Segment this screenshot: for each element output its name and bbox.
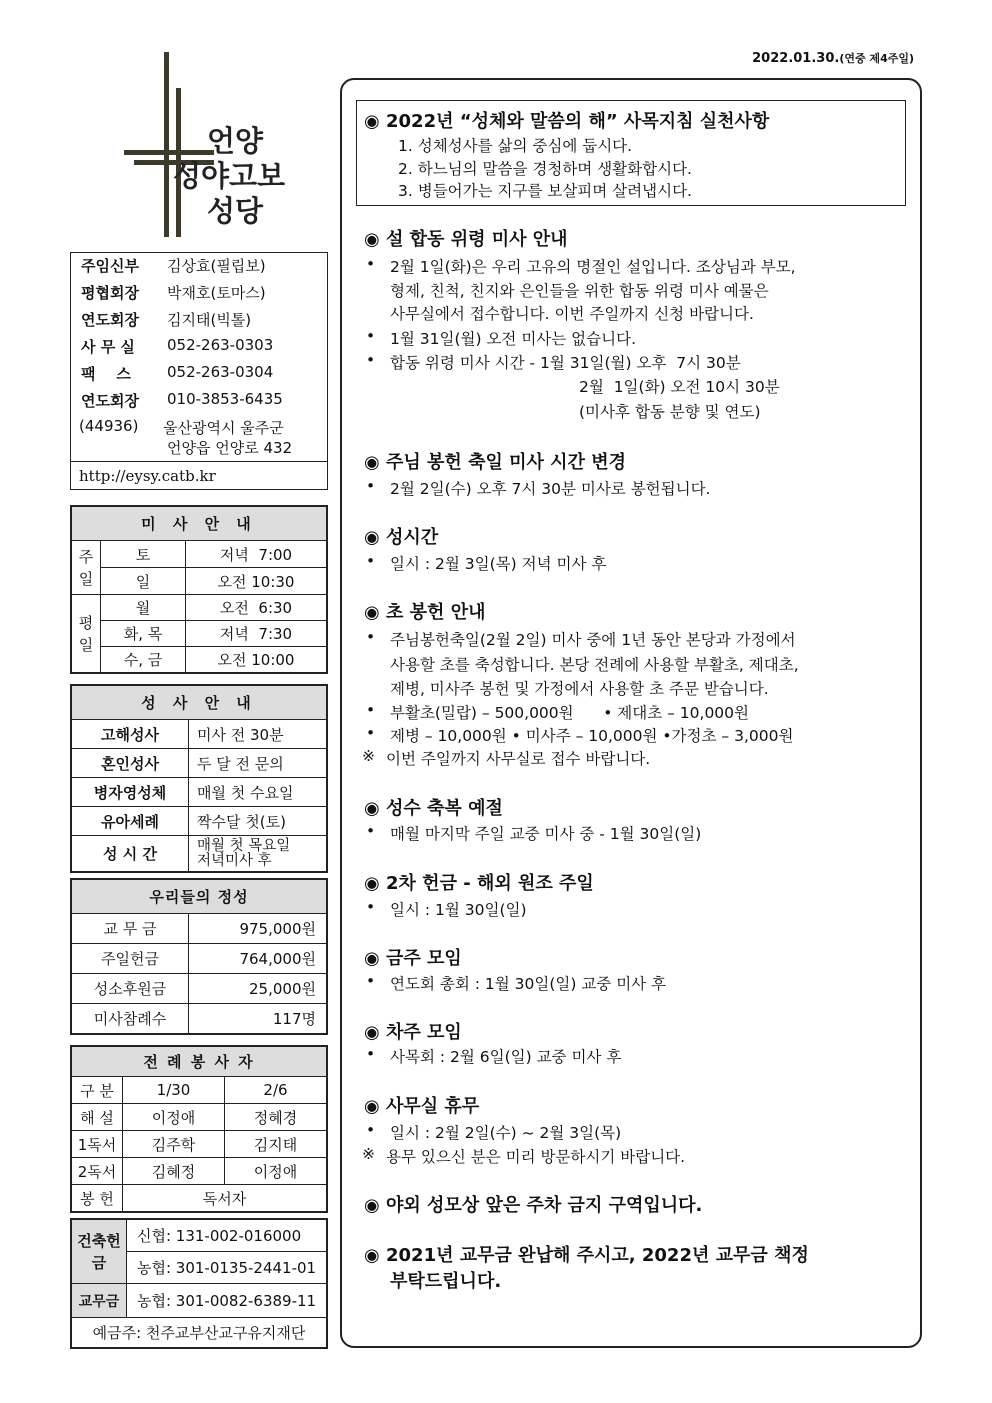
- info-key: 팩 스: [81, 365, 131, 383]
- section-title: [364, 448, 626, 474]
- account-holder: 예금주: 천주교부산교구유지재단: [72, 1318, 327, 1348]
- target-icon: ◉: [364, 1195, 380, 1216]
- sacrament-name: 고해성사: [72, 720, 189, 749]
- sacrament-value: 짝수달 첫(토): [189, 807, 327, 836]
- notice-line: 이번 주일까지 사무실로 접수 바랍니다.: [386, 750, 651, 768]
- mass-day: 토: [101, 541, 186, 568]
- info-value: 052-263-0304: [167, 363, 274, 381]
- section-title: [364, 598, 485, 624]
- notice-line: (미사후 합동 분향 및 연도): [579, 403, 761, 421]
- section-title-text: 부탁드립니다.: [390, 1271, 502, 1292]
- offering-name: 교 무 금: [72, 914, 189, 944]
- mass-schedule-box: [70, 505, 328, 674]
- server-role: 봉 헌: [72, 1185, 123, 1212]
- section-title-text: 주님 봉헌 축일 미사 시간 변경: [386, 452, 626, 473]
- sacrament-value: 미사 전 30분: [189, 720, 327, 749]
- section-title: [364, 1241, 809, 1267]
- sacrament-name: 유아세례: [72, 807, 189, 836]
- notice-line: 형제, 친척, 친지와 은인들을 위한 합동 위령 미사 예물은: [390, 282, 769, 300]
- target-icon: ◉: [364, 452, 380, 473]
- note-icon: ※: [362, 747, 375, 765]
- guideline-item: 2. 하느님의 말씀을 경청하며 생활화합시다.: [398, 160, 692, 178]
- accounts-box: [70, 1218, 328, 1349]
- bullet-icon: •: [366, 327, 376, 345]
- mass-day: 월: [101, 595, 186, 621]
- info-key: 사 무 실: [81, 338, 135, 356]
- section-title-text: 성수 축복 예절: [386, 798, 503, 819]
- mass-time: 오전 10:30: [186, 568, 327, 595]
- target-icon: ◉: [364, 602, 380, 623]
- server-name: 김혜정: [123, 1158, 225, 1185]
- date-text: 2022.01.30.: [752, 51, 840, 66]
- mass-day: 수, 금: [101, 647, 186, 673]
- notice-line: 용무 있으신 분은 미리 방문하시기 바랍니다.: [386, 1148, 686, 1166]
- mass-day: 일: [101, 568, 186, 595]
- mass-time: 오전 6:30: [186, 595, 327, 621]
- sacrament-box: [70, 684, 328, 873]
- section-title-text: 초 봉헌 안내: [386, 602, 486, 623]
- target-icon: ◉: [364, 798, 380, 819]
- offering-value: 117명: [189, 1004, 327, 1034]
- info-row: [71, 309, 327, 336]
- notice-line: 2월 1일(화) 오전 10시 30분: [579, 378, 780, 396]
- bullet-icon: •: [366, 701, 376, 719]
- target-icon: ◉: [364, 873, 380, 894]
- info-key: 주임신부: [81, 257, 139, 275]
- notice-line: 연도회 총회 : 1월 30일(일) 교중 미사 후: [390, 975, 667, 993]
- sacrament-value-line: 저녁미사 후: [197, 852, 272, 869]
- target-icon: ◉: [364, 527, 380, 548]
- sunday-label: 주일: [72, 541, 101, 595]
- section-title-text: 2022년 “성체와 말씀의 해” 사목지침 실천사항: [386, 111, 770, 132]
- offering-value: 764,000원: [189, 944, 327, 974]
- address-line: 울산광역시 울주군: [163, 419, 284, 437]
- server-role: 해 설: [72, 1104, 123, 1131]
- guideline-item: 3. 병들어가는 지구를 보살피며 살려냅시다.: [398, 182, 692, 200]
- info-value: 010-3853-6435: [167, 390, 283, 408]
- info-key: 평협회장: [81, 284, 139, 302]
- bullet-icon: •: [366, 1045, 376, 1063]
- servers-head: 구 분: [72, 1077, 123, 1104]
- section-title: [364, 794, 503, 820]
- logo-line: 성야고보: [172, 159, 286, 193]
- offering-table: [71, 879, 327, 1034]
- note-icon: ※: [362, 1145, 375, 1163]
- section-title-text: 차주 모임: [386, 1022, 462, 1043]
- parish-info-box: [70, 252, 328, 490]
- notice-line: 사목회 : 2월 6일(일) 교중 미사 후: [390, 1048, 622, 1066]
- address-line: 언양읍 언양로 432: [167, 439, 293, 457]
- sacrament-value-line: 매월 첫 목요일: [197, 837, 291, 854]
- section-title: [364, 523, 438, 549]
- server-role: 1독서: [72, 1131, 123, 1158]
- notice-line: 사용할 초를 축성합니다. 본당 전례에 사용할 부활초, 제대초,: [390, 656, 799, 674]
- guideline-item: 1. 성체성사를 삶의 중심에 둡시다.: [398, 137, 633, 155]
- server-name: 이정애: [225, 1158, 327, 1185]
- account-number: 농협: 301-0082-6389-11: [127, 1284, 327, 1318]
- sacrament-name: 병자영성체: [72, 778, 189, 807]
- server-name: 정혜경: [225, 1104, 327, 1131]
- server-name: 독서자: [123, 1185, 327, 1212]
- offering-value: 25,000원: [189, 974, 327, 1004]
- target-icon: ◉: [364, 229, 380, 250]
- sacrament-table: [71, 685, 327, 872]
- address-row: [71, 417, 327, 437]
- mass-title: 미 사 안 내: [72, 507, 327, 541]
- info-row: [71, 282, 327, 309]
- bullet-icon: •: [366, 477, 376, 495]
- target-icon: ◉: [364, 1022, 380, 1043]
- bullet-icon: •: [366, 351, 376, 369]
- offering-value: 975,000원: [189, 914, 327, 944]
- section-title-text: 사무실 휴무: [386, 1096, 480, 1117]
- info-key: 연도회장: [81, 311, 139, 329]
- info-row: [71, 336, 327, 363]
- info-value: 052-263-0303: [167, 336, 274, 354]
- notice-line: 일시 : 2월 2일(수) ~ 2월 3일(목): [390, 1124, 622, 1142]
- section-title-text: 성시간: [386, 527, 439, 548]
- servers-head: 1/30: [123, 1077, 225, 1104]
- sacrament-value: 두 달 전 문의: [189, 749, 327, 778]
- section-title: [364, 1092, 479, 1118]
- notice-line: 주님봉헌축일(2월 2일) 미사 중에 1년 동안 본당과 가정에서: [390, 631, 796, 649]
- info-row: [71, 363, 327, 390]
- accounts-table: [71, 1219, 327, 1348]
- server-name: 김주학: [123, 1131, 225, 1158]
- sacrament-value: [189, 836, 327, 872]
- target-icon: ◉: [364, 948, 380, 969]
- bullet-icon: •: [366, 822, 376, 840]
- liturgy-servers-table: [71, 1046, 327, 1212]
- notice-line: 2월 1일(화)은 우리 고유의 명절인 설입니다. 조상님과 부모,: [390, 258, 796, 276]
- section-title: [364, 225, 568, 251]
- section-title-text: 2021년 교무금 완납해 주시고, 2022년 교무금 책정: [386, 1245, 809, 1266]
- notice-line: 일시 : 1월 30일(일): [390, 901, 527, 919]
- section-title-text: 설 합동 위령 미사 안내: [386, 229, 568, 250]
- server-name: 김지태: [225, 1131, 327, 1158]
- mass-time: 저녁 7:00: [186, 541, 327, 568]
- bullet-icon: •: [366, 898, 376, 916]
- section-title-text: 금주 모임: [386, 948, 462, 969]
- bullet-icon: •: [366, 628, 376, 646]
- section-title: [364, 944, 462, 970]
- section-title: [364, 107, 769, 133]
- notice-line: 제병 – 10,000원 • 미사주 – 10,000원 •가정초 – 3,000원: [390, 727, 794, 745]
- offering-name: 성소후원금: [72, 974, 189, 1004]
- address-row: [71, 437, 327, 461]
- notice-line: 1월 31일(월) 오전 미사는 없습니다.: [390, 330, 636, 348]
- notice-line: 제병, 미사주 봉헌 및 가정에서 사용할 초 주문 받습니다.: [390, 680, 769, 698]
- liturgy-servers-box: [70, 1045, 328, 1213]
- sacrament-value: 매월 첫 수요일: [189, 778, 327, 807]
- notice-line: 매월 마지막 주일 교중 미사 중 - 1월 30일(일): [390, 825, 702, 843]
- server-role: 2독서: [72, 1158, 123, 1185]
- section-title-text: 야외 성모상 앞은 주차 금지 구역입니다.: [386, 1195, 703, 1216]
- section-title: [364, 1018, 462, 1044]
- mass-schedule-table: [71, 506, 327, 673]
- notice-line: 일시 : 2월 3일(목) 저녁 미사 후: [390, 555, 607, 573]
- sacrament-title: 성 사 안 내: [72, 686, 327, 720]
- target-icon: ◉: [364, 111, 380, 132]
- notice-line: 사무실에서 접수합니다. 이번 주일까지 신청 바랍니다.: [390, 305, 754, 323]
- bullet-icon: •: [366, 1121, 376, 1139]
- offering-box: [70, 878, 328, 1035]
- offering-name: 미사참례수: [72, 1004, 189, 1034]
- offering-title: 우리들의 정성: [72, 880, 327, 914]
- info-value: 김지태(빅톨): [167, 311, 252, 329]
- date-suffix: (연중 제4주일): [839, 52, 914, 65]
- weekday-label: 평일: [72, 595, 101, 673]
- notice-line: 부활초(밀랍) – 500,000원 • 제대초 – 10,000원: [390, 704, 749, 722]
- section-title-text: 2차 헌금 - 해외 원조 주일: [386, 873, 594, 894]
- notice-line: 2월 2일(수) 오후 7시 30분 미사로 봉헌됩니다.: [390, 480, 711, 498]
- bullet-icon: •: [366, 972, 376, 990]
- account-number: 농협: 301-0135-2441-01: [127, 1252, 327, 1284]
- parish-logo-text: [172, 124, 290, 229]
- info-value: 박재호(토마스): [167, 284, 266, 302]
- mass-day: 화, 목: [101, 621, 186, 647]
- bulletin-date: [752, 50, 914, 66]
- info-row: [71, 255, 327, 282]
- website-link[interactable]: http://eysy.catb.kr: [71, 461, 327, 490]
- target-icon: ◉: [364, 1245, 380, 1266]
- building-fund-label: 건축헌금: [72, 1220, 127, 1284]
- section-title: [364, 1191, 702, 1217]
- sacrament-name: 성 시 간: [72, 836, 189, 872]
- sacrament-name: 혼인성사: [72, 749, 189, 778]
- mass-time: 오전 10:00: [186, 647, 327, 673]
- servers-title: 전 례 봉 사 자: [72, 1047, 327, 1077]
- notice-line: 합동 위령 미사 시간 - 1월 31일(월) 오후 7시 30분: [390, 354, 741, 372]
- servers-head: 2/6: [225, 1077, 327, 1104]
- tithe-label: 교무금: [72, 1284, 127, 1318]
- info-row: [71, 390, 327, 417]
- bullet-icon: •: [366, 724, 376, 742]
- zip-code: (44936): [79, 417, 139, 435]
- bullet-icon: •: [366, 552, 376, 570]
- mass-time: 저녁 7:30: [186, 621, 327, 647]
- server-name: 이정애: [123, 1104, 225, 1131]
- offering-name: 주일헌금: [72, 944, 189, 974]
- logo-line: 성당: [206, 194, 264, 228]
- bullet-icon: •: [366, 255, 376, 273]
- logo-line: 언양: [206, 124, 264, 158]
- section-title: [364, 869, 594, 895]
- info-key: 연도회장: [81, 392, 139, 410]
- target-icon: ◉: [364, 1096, 380, 1117]
- account-number: 신협: 131-002-016000: [127, 1220, 327, 1252]
- info-value: 김상효(필립보): [167, 257, 266, 275]
